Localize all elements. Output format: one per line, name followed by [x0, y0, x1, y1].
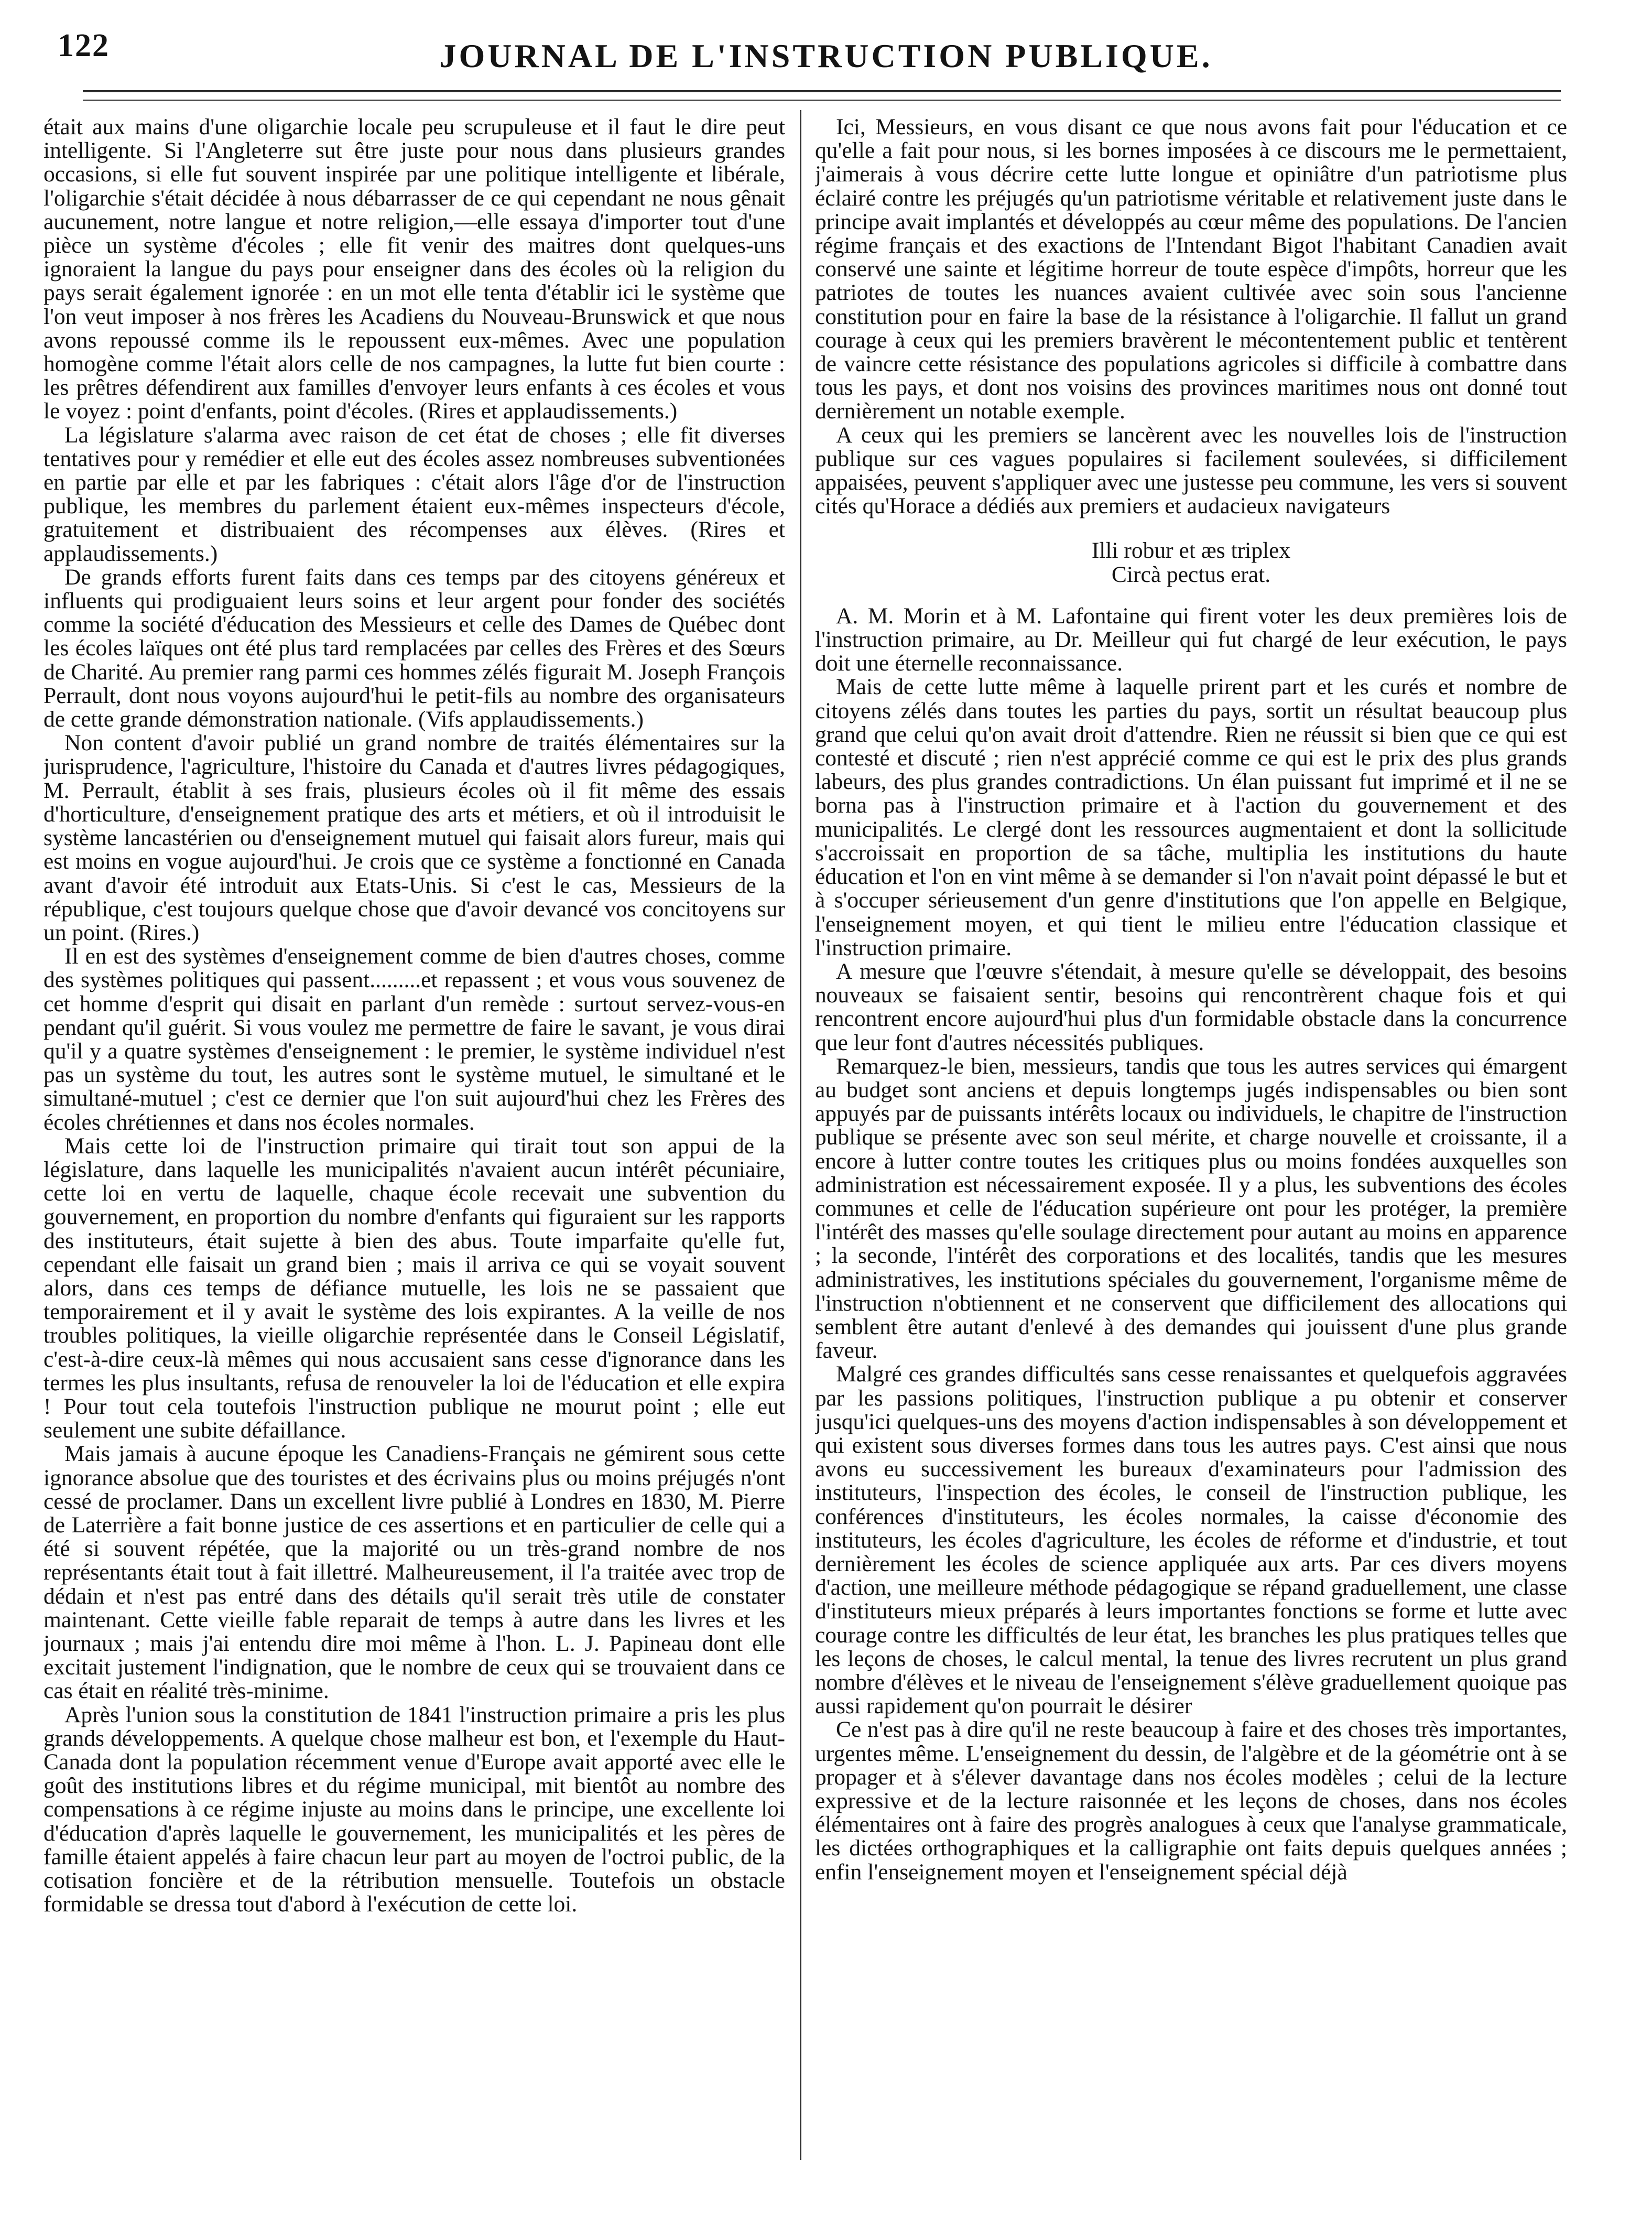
paragraph: Ce n'est pas à dire qu'il ne reste beaucoup à faire et des choses très importantes, urgentes même. L'enseignement du dessin, de l'algèbre et de la géométrie ont à se propager et à s'élever davantage dans nos écoles modèles ; celui de la lecture expressive et de la lecture raisonnée et les leçons de choses, dans nos écoles élémentaires ont à faire des progrès analogues à ceux que l'analyse grammaticale, les dictées orthographiques et la calligraphie ont faits depuis quelques années ; enfin l'enseignement moyen et l'enseignement spécial déjà [815, 1717, 1567, 1885]
header-rule [83, 90, 1561, 92]
verse-line: Circà pectus erat. [1111, 561, 1271, 587]
header-rule-thin [83, 100, 1561, 101]
paragraph: A. M. Morin et à M. Lafontaine qui firent voter les deux premières lois de l'instruction primaire, au Dr. Meilleur qui fut chargé de leur exécution, le pays doit une éternelle reconnaissance. [815, 603, 1567, 676]
journal-title: JOURNAL DE L'INSTRUCTION PUBLIQUE. [439, 37, 1213, 74]
latin-verse [815, 539, 1567, 586]
paragraph: Mais de cette lutte même à laquelle prirent part et les curés et nombre de citoyens zélés dans toutes les parties du pays, sortit un résultat beaucoup plus grand que celui qu'on avait droit d'attendre. Rien ne réussit si bien que ce qui est contesté et discuté ; rien n'est apprécié comme ce qui est le prix des plus grands labeurs, des plus grandes contradictions. Un élan puissant fut imprimé et il ne se borna pas à l'instruction primaire et à l'action du gouvernement et des municipalités. Le clergé dont les ressources augmentaient et dont la sollicitude s'accroissait en proportion de sa tâche, multiplia les institutions du haute éducation et l'on en vint même à se demander si l'on n'avait point dépassé le but et à s'occuper sérieusement d'un genre d'institutions que l'on appelle en Belgique, l'enseignement moyen, et qui tient le milieu entre l'éducation classique et l'instruction primaire. [815, 674, 1567, 960]
right-column [815, 115, 1567, 2207]
paragraph: Mais cette loi de l'instruction primaire qui tirait tout son appui de la législature, dans laquelle les municipalités n'avaient aucun intérêt pécuniaire, cette loi en vertu de laquelle, chaque école recevait une subvention du gouvernement, en proportion du nombre d'enfants qui figuraient sur les rapports des instituteurs, était sujette à bien des abus. Toute imparfaite qu'elle fut, cependant elle faisait un grand bien ; mais il arriva ce qui se voyait souvent alors, dans ces temps de défiance mutuelle, les lois ne se passaient que temporairement et il y avait le système des lois expirantes. A la veille de nos troubles politiques, la vieille oligarchie représentée dans le Conseil Législatif, c'est-à-dire ceux-là mêmes qui nous accusaient sans cesse d'ignorance dans les termes les plus insultants, refusa de renouveler la loi de l'éducation et elle expira ! Pour tout cela toutefois l'instruction publique ne mourut point ; elle eut seulement une subite défaillance. [44, 1133, 785, 1443]
paragraph: Il en est des systèmes d'enseignement comme de bien d'autres choses, comme des systèmes politiques qui passent.........et repassent ; et vous vous souvenez de cet homme d'esprit qui disait en parlant d'un remède : surtout servez-vous-en pendant qu'il guérit. Si vous voulez me permettre de faire le savant, je vous dirai qu'il y a quatre systèmes d'enseignement : le premier, le système individuel n'est pas un système du tout, les autres sont le système mutuel, le simultané et le simultané-mutuel ; c'est ce dernier que l'on suit aujourd'hui chez les Frères des écoles chrétiennes et dans nos écoles normales. [44, 944, 785, 1135]
paragraph: La législature s'alarma avec raison de cet état de choses ; elle fit diverses tentatives pour y remédier et elle eut des écoles assez nombreuses subventionées en partie par elle et par les fabriques : c'était alors l'âge d'or de l'instruction publique, les membres du parlement étaient eux-mêmes inspecteurs d'école, gratuitement et distribuaient des récompenses aux élèves. (Rires et applaudissements.) [44, 422, 785, 566]
paragraph: De grands efforts furent faits dans ces temps par des citoyens généreux et influents qui prodiguaient leurs soins et leur argent pour fonder des sociétés comme la société d'éducation des Messieurs et celle des Dames de Québec dont les écoles laïques ont été plus tard remplacées par celles des Frères et des Sœurs de Charité. Au premier rang parmi ces hommes zélés figurait M. Joseph François Perrault, dont nous voyons aujourd'hui le petit-fils au nombre des organisateurs de cette grande démonstration nationale. (Vifs applaudissements.) [44, 564, 785, 732]
paragraph: A mesure que l'œuvre s'étendait, à mesure qu'elle se développait, des besoins nouveaux se faisaient sentir, besoins qui rencontrèrent chaque fois et qui rencontrent encore aujourd'hui plus d'un formidable obstacle dans la concurrence que leur font d'autres nécessités publiques. [815, 958, 1567, 1055]
paragraph: était aux mains d'une oligarchie locale peu scrupuleuse et il faut le dire peut intelligente. Si l'Angleterre sut être juste pour nous dans plusieurs grandes occasions, si elle fut souvent inspirée par une politique intelligente et libérale, l'oligarchie s'était décidée à nous débarrasser de ce qui cependant ne nous gênait aucunement, notre langue et notre religion,—elle essaya d'importer tout d'une pièce un système d'écoles ; elle fit venir des maitres dont quelques-uns ignoraient la langue du pays pour enseigner dans des écoles où la religion du pays serait également ignorée : en un mot elle tenta d'établir ici le système que l'on veut imposer à nos frères les Acadiens du Nouveau-Brunswick et que nous avons repoussé comme ils le repoussent eux-mêmes. Avec une population homogène comme l'était alors celle de nos campagnes, la lutte fut bien courte : les prêtres défendirent aux familles d'envoyer leurs enfants à ces écoles et vous le voyez : point d'enfants, point d'écoles. (Rires et applaudissements.) [44, 115, 785, 424]
paragraph: Non content d'avoir publié un grand nombre de traités élémentaires sur la jurisprudence, l'agriculture, l'histoire du Canada et d'autres livres pédagogiques, M. Perrault, établit à ses frais, plusieurs écoles où il fit même des essais d'horticulture, d'enseignement pratique des arts et métiers, et où il introduisit le système lancastérien ou d'enseignement mutuel qui faisait alors fureur, mais qui est moins en vogue aujourd'hui. Je crois que ce système a fonctionné en Canada avant d'avoir été introduit aux Etats-Unis. Si c'est le cas, Messieurs de la république, c'est toujours quelque chose que d'avoir devancé vos concitoyens sur un point. (Rires.) [44, 730, 785, 945]
paragraph: Remarquez-le bien, messieurs, tandis que tous les autres services qui émargent au budget sont anciens et depuis longtemps jugés indispensables ou bien sont appuyés par de puissants intérêts locaux ou individuels, le chapitre de l'instruction publique se présente avec son seul mérite, et charge nouvelle et croissante, il a encore à lutter contre toutes les critiques plus ou moins fondées auxquelles son administration est nécessairement exposée. Il y a plus, les subventions des écoles communes et celle de l'éducation supérieure ont pour les protéger, la première l'intérêt des masses qu'elle soulage directement pour autant au moins en apparence ; la seconde, l'intérêt des corporations et des localités, tandis que les mesures administratives, les institutions spéciales du gouvernement, l'organisme même de l'instruction n'obtiennent et ne conservent que difficilement des allocations qui semblent être autant d'enlevé à des demandes qui jouissent d'une plus grande faveur. [815, 1053, 1567, 1364]
page-number: 122 [58, 28, 110, 63]
left-column [44, 115, 785, 2207]
paragraph: Malgré ces grandes difficultés sans cesse renaissantes et quelquefois aggravées par les passions politiques, l'instruction publique a pu obtenir et conserver jusqu'ici quelques-uns des moyens d'action indispensables à son développement et qui existent sous diverses formes dans tous les autres pays. C'est ainsi que nous avons eu successivement les bureaux d'examinateurs pour l'admission des instituteurs, l'inspection des écoles, le conseil de l'instruction publique, les conférences d'instituteurs, les écoles normales, la caisse d'économie des instituteurs, les écoles d'agriculture, les écoles de réforme et d'industrie, et tout dernièrement les écoles de science appliquée aux arts. Par ces divers moyens d'action, une meilleure méthode pédagogique se répand graduellement, une classe d'instituteurs mieux préparés à leurs importantes fonctions se forme et lutte avec courage contre les difficultés de leur état, les branches les plus pratiques telles que les leçons de choses, le calcul mental, la tenue des livres recrutent un plus grand nombre d'élèves et le niveau de l'enseignement s'élève graduellement quoique pas aussi rapidement qu'on pourrait le désirer [815, 1361, 1567, 1719]
paragraph: Ici, Messieurs, en vous disant ce que nous avons fait pour l'éducation et ce qu'elle a fait pour nous, si les bornes imposées à ce discours me le permettaient, j'aimerais à vous décrire cette lutte longue et opiniâtre d'un patriotisme plus éclairé contre les préjugés qu'un patriotisme véritable et relativement juste dans le principe avait implantés et développés au cœur même des populations. De l'ancien régime français et des exactions de l'Intendant Bigot l'habitant Canadien avait conservé une sainte et légitime horreur de toute espèce d'impôts, horreur que les patriotes de toutes les nuances avaient cultivée avec soin sous l'ancienne constitution pour en faire la base de la résistance à l'oligarchie. Il fallut un grand courage à ceux qui les premiers bravèrent le mécontentement public et tentèrent de vaincre cette résistance des populations agricoles si difficile à combattre dans tous les pays, et dont nos voisins des provinces maritimes nous ont donné tout dernièrement un notable exemple. [815, 115, 1567, 424]
paragraph: A ceux qui les premiers se lancèrent avec les nouvelles lois de l'instruction publique sur ces vagues populaires si facilement soulevées, si difficilement appaisées, peuvent s'appliquer avec une justesse peu commune, les vers si souvent cités qu'Horace a dédiés aux premiers et audacieux navigateurs [815, 422, 1567, 519]
column-divider [800, 110, 801, 2160]
paragraph: Après l'union sous la constitution de 1841 l'instruction primaire a pris les plus grands développements. A quelque chose malheur est bon, et l'exemple du Haut-Canada dont la population récemment venue d'Europe avait apporté avec elle le goût des institutions libres et du régime municipal, mit bientôt au nombre des compensations à ce régime injuste au moins dans le principe, une excellente loi d'éducation d'après laquelle le gouvernement, les municipalités et les pères de famille étaient appelés à faire chacun leur part au moyen de l'octroi public, de la cotisation foncière et de la rétribution mensuelle. Toutefois un obstacle formidable se dressa tout d'abord à l'exécution de cette loi. [44, 1702, 785, 1917]
paragraph: Mais jamais à aucune époque les Canadiens-Français ne gémirent sous cette ignorance absolue que des touristes et des écrivains plus ou moins préjugés n'ont cessé de proclamer. Dans un excellent livre publié à Londres en 1830, M. Pierre de Laterrière a fait bonne justice de ces assertions et en particulier de celle qui a été si souvent répétée, que la majorité ou un très-grand nombre de nos représentants était tout à fait illettré. Malheureusement, il l'a traitée avec trop de dédain et n'est pas entré dans des détails qu'il serait très utile de constater maintenant. Cette vieille fable reparait de temps à autre dans les livres et les journaux ; mais j'ai entendu dire moi même à l'hon. L. J. Papineau dont elle excitait justement l'indignation, que le nombre de ceux qui se trouvaient dans ce cas était en réalité très-minime. [44, 1441, 785, 1704]
verse-line: Illi robur et æs triplex [1091, 538, 1291, 564]
